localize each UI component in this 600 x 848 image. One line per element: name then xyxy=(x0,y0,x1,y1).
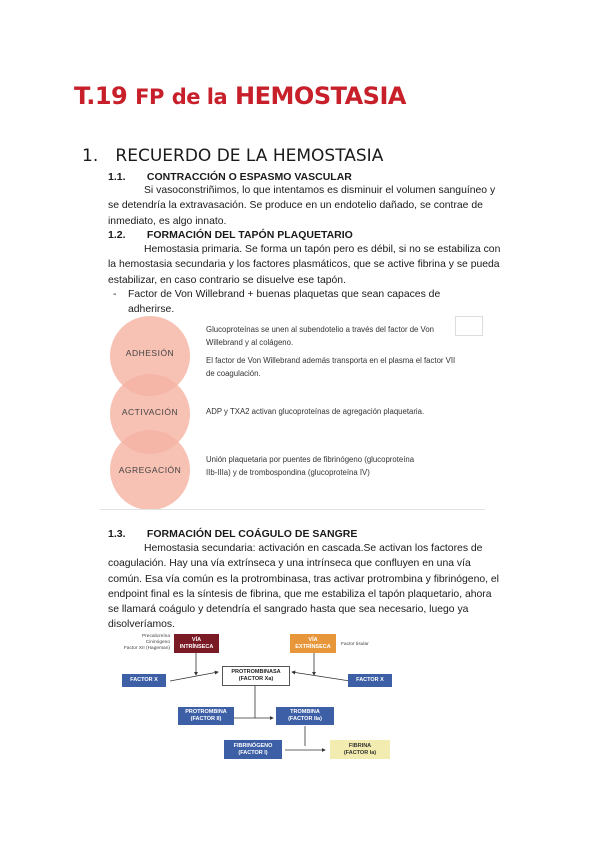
text-line: estabilizar, en caso contrario se disuelve ese tapón. xyxy=(108,274,346,286)
text-line: común. Esa vía común es la protrombinasa, tras activar protrombina y fibrinógeno, el xyxy=(108,573,499,585)
text-line: de coagulación. xyxy=(206,368,261,378)
box-line: TROMBINA xyxy=(290,709,320,715)
document-title xyxy=(74,82,406,110)
title-fp: FP xyxy=(135,85,164,109)
arrow xyxy=(292,672,350,681)
subsection-number: 1.2. xyxy=(108,229,126,241)
box-line: FIBRINA xyxy=(348,742,372,749)
note-line: Precalicreína xyxy=(142,634,170,639)
via-extrinseca-box xyxy=(290,634,336,653)
title-code: T.19 xyxy=(74,82,128,110)
box-line: INTRÍNSECA xyxy=(179,643,214,650)
box-line: EXTRÍNSECA xyxy=(295,643,331,650)
stage-label: ACTIVACIÓN xyxy=(121,407,179,417)
text-line: endpoint final es la síntesis de fibrina, que me estabiliza el tapón plaquetario, ahora xyxy=(108,588,492,600)
bullet-dash: - xyxy=(113,289,117,300)
box-line: (FACTOR IIa) xyxy=(288,716,322,722)
text-line: la hemostasia secundaria y los factores plasmáticos, que se active fibrina y se pueda xyxy=(108,259,500,271)
text-line: Hemostasia secundaria: activación en cascada.Se activan los factores de xyxy=(144,543,483,554)
text-line: disolveríamos. xyxy=(108,619,175,631)
box-line: PROTROMBINASA xyxy=(231,669,281,675)
note-line: Factor XII (Hageman) xyxy=(123,646,170,651)
text-line: adherirse. xyxy=(128,304,175,315)
text-line: IIb-IIIa) y de trombospondina (glucoproteína IV) xyxy=(206,467,370,477)
text-line: Factor de Von Willebrand + buenas plaquetas que sean capaces de xyxy=(128,289,441,300)
box-line: VÍA xyxy=(191,636,202,643)
box-line: FIBRINÓGENO xyxy=(233,742,273,749)
section-heading xyxy=(82,146,383,166)
stage-label: AGREGACIÓN xyxy=(118,465,182,475)
text-line: Willebrand y al colágeno. xyxy=(206,337,294,347)
factor-x-right-box: FACTOR X xyxy=(348,674,392,687)
box-line: VÍA xyxy=(308,636,318,643)
protrombina-box xyxy=(178,707,234,725)
bullet-item xyxy=(113,287,498,317)
stage-label: ADHESIÓN xyxy=(125,348,175,358)
text-line: ADP y TXA2 activan glucoproteínas de agregación plaquetaria. xyxy=(206,407,425,416)
coagulation-cascade-diagram xyxy=(110,634,410,764)
subsection-number: 1.1. xyxy=(108,171,126,183)
text-line: Hemostasia primaria. Se forma un tapón pero es débil, si no se estabiliza con xyxy=(144,244,501,255)
intrinsic-factors-note xyxy=(118,634,170,652)
box-line: (FACTOR Ia) xyxy=(343,749,377,756)
text-line: coagulación. Hay una vía extrínseca y una intrínseca que confluyen en una vía xyxy=(108,558,471,570)
title-de-la: de la xyxy=(171,85,228,109)
subsection-heading-1-1 xyxy=(108,171,352,183)
factor-x-left-box: FACTOR X xyxy=(122,674,166,687)
paragraph-1-2 xyxy=(108,242,508,288)
fibrina-box xyxy=(330,740,390,759)
text-line: Glucoproteínas se unen al subendotelio a través del factor de Von xyxy=(206,325,434,334)
title-topic: HEMOSTASIA xyxy=(235,82,406,110)
protrombinasa-box xyxy=(222,666,290,686)
paragraph-1-1 xyxy=(108,183,508,229)
text-line: Unión plaquetaria por puentes de fibrinógeno (glucoproteína xyxy=(206,455,415,464)
trombina-box xyxy=(276,707,334,725)
via-intrinseca-box xyxy=(174,634,219,653)
subsection-title: CONTRACCIÓN O ESPASMO VASCULAR xyxy=(146,171,352,183)
aggregation-description xyxy=(206,454,476,479)
paragraph-1-3 xyxy=(108,541,508,633)
text-line: se llamará coágulo y detendría el sangrado hasta que sea necesario, luego ya xyxy=(108,604,469,616)
text-line: inmediato, es algo innato. xyxy=(108,215,227,227)
text-line: se detendría la extravasación. Se produce en un endotelio dañado, se contrae de xyxy=(108,200,483,212)
platelet-stages-diagram xyxy=(100,316,485,512)
subsection-heading-1-2 xyxy=(108,229,353,241)
arrow xyxy=(170,672,218,681)
activation-description xyxy=(206,406,476,419)
box-line: (FACTOR II) xyxy=(190,716,222,722)
extrinsic-factor-note: Factor tisular xyxy=(341,642,369,647)
box-line: (FACTOR Xa) xyxy=(238,676,274,682)
box-line: PROTROMBINA xyxy=(185,709,227,715)
subsection-heading-1-3 xyxy=(108,528,357,540)
subsection-title: FORMACIÓN DEL COÁGULO DE SANGRE xyxy=(146,528,358,540)
subsection-title: FORMACIÓN DEL TAPÓN PLAQUETARIO xyxy=(146,229,353,241)
subsection-number: 1.3. xyxy=(108,528,126,540)
section-number: 1. xyxy=(82,146,99,166)
divider xyxy=(100,509,485,510)
adhesion-description xyxy=(206,324,476,380)
section-title: RECUERDO DE LA HEMOSTASIA xyxy=(115,146,384,166)
fibrinogeno-box xyxy=(224,740,282,759)
text-line: El factor de Von Willebrand además transporta en el plasma el factor VII xyxy=(206,356,456,365)
box-line: (FACTOR I) xyxy=(238,749,268,756)
note-line: Cininógeno xyxy=(145,640,170,645)
text-line: Si vasoconstriñimos, lo que intentamos es disminuir el volumen sanguíneo y xyxy=(144,185,496,196)
decorative-box xyxy=(455,316,483,336)
